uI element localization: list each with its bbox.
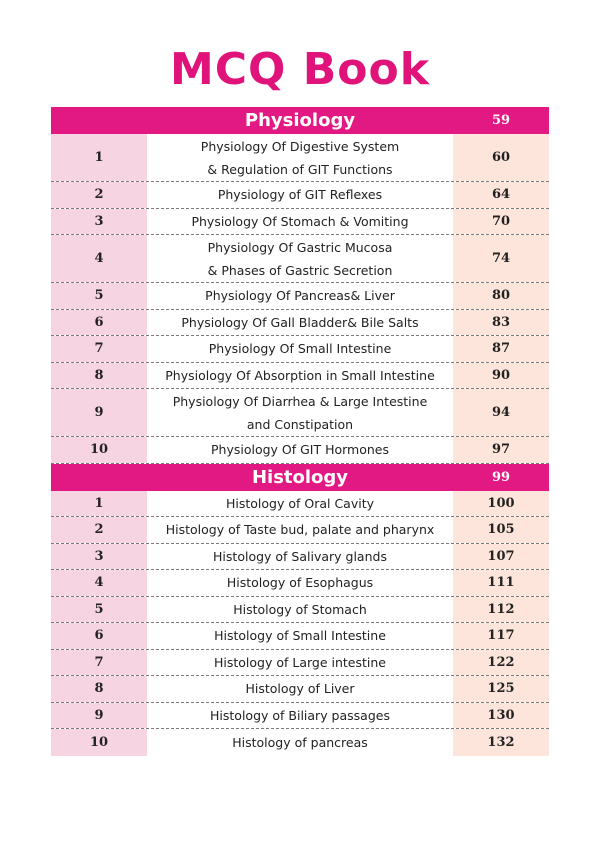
chapter-number: 6 [51, 310, 147, 336]
chapter-page-number: 80 [453, 283, 549, 309]
chapter-title-line: Histology of Large intestine [213, 654, 386, 670]
chapter-title-line: & Regulation of GIT Functions [207, 161, 393, 177]
toc-row[interactable] [51, 437, 549, 464]
table-of-contents [51, 107, 549, 756]
chapter-title [147, 182, 453, 208]
chapter-page-number: 117 [453, 623, 549, 649]
chapter-title-line: Histology of Liver [245, 681, 355, 697]
chapter-title-line: Histology of Biliary passages [210, 707, 390, 723]
chapter-title-line: Histology of Oral Cavity [225, 495, 375, 511]
chapter-title-line: Physiology Of Gall Bladder& Bile Salts [181, 314, 419, 330]
chapter-number: 4 [51, 235, 147, 282]
section-page-number: 59 [491, 113, 511, 128]
chapter-title [147, 623, 453, 649]
chapter-number: 7 [51, 650, 147, 676]
section-title: Physiology [244, 110, 356, 131]
chapter-page-number: 64 [453, 182, 549, 208]
chapter-title [147, 597, 453, 623]
chapter-number: 3 [51, 209, 147, 235]
chapter-title [147, 544, 453, 570]
chapter-page-number: 122 [453, 650, 549, 676]
chapter-title-line: Physiology of GIT Reflexes [217, 187, 383, 203]
chapter-title [147, 676, 453, 702]
chapter-title [147, 283, 453, 309]
chapter-title [147, 389, 453, 436]
chapter-page-number: 83 [453, 310, 549, 336]
chapter-page-number: 70 [453, 209, 549, 235]
chapter-page-number: 60 [453, 134, 549, 181]
toc-row[interactable] [51, 389, 549, 437]
section-header-histology [51, 464, 549, 491]
chapter-page-number: 111 [453, 570, 549, 596]
toc-row[interactable] [51, 283, 549, 310]
chapter-page-number: 130 [453, 703, 549, 729]
chapter-number: 9 [51, 703, 147, 729]
toc-row[interactable] [51, 336, 549, 363]
chapter-title-line: Physiology Of Diarrhea & Large Intestine [172, 393, 428, 409]
chapter-title [147, 570, 453, 596]
page-title: MCQ Book [169, 44, 431, 95]
chapter-title [147, 491, 453, 517]
toc-row[interactable] [51, 235, 549, 283]
chapter-title-line: Histology of pancreas [232, 734, 368, 750]
toc-row[interactable] [51, 491, 549, 518]
chapter-number: 2 [51, 182, 147, 208]
chapter-page-number: 125 [453, 676, 549, 702]
chapter-page-number: 97 [453, 437, 549, 463]
chapter-title [147, 209, 453, 235]
chapter-title [147, 650, 453, 676]
chapter-page-number: 94 [453, 389, 549, 436]
chapter-number: 5 [51, 283, 147, 309]
toc-row[interactable] [51, 544, 549, 571]
chapter-title [147, 134, 453, 181]
chapter-number: 7 [51, 336, 147, 362]
chapter-page-number: 112 [453, 597, 549, 623]
chapter-number: 5 [51, 597, 147, 623]
chapter-title-line: Histology of Small Intestine [214, 628, 386, 644]
chapter-title [147, 310, 453, 336]
chapter-title-line: Histology of Salivary glands [213, 548, 387, 564]
chapter-page-number: 74 [453, 235, 549, 282]
chapter-number: 10 [51, 437, 147, 463]
chapter-number: 6 [51, 623, 147, 649]
toc-row[interactable] [51, 703, 549, 730]
chapter-number: 3 [51, 544, 147, 570]
chapter-number: 1 [51, 491, 147, 517]
toc-row[interactable] [51, 517, 549, 544]
toc-row[interactable] [51, 363, 549, 390]
toc-row[interactable] [51, 623, 549, 650]
toc-row[interactable] [51, 310, 549, 337]
chapter-title [147, 363, 453, 389]
chapter-title-line: Histology of Taste bud, palate and pharynx [165, 522, 435, 538]
chapter-number: 4 [51, 570, 147, 596]
chapter-title-line: Physiology Of Digestive System [200, 138, 400, 154]
chapter-title-line: Histology of Esophagus [226, 575, 374, 591]
chapter-page-number: 107 [453, 544, 549, 570]
chapter-title-line: Physiology Of Small Intestine [208, 341, 392, 357]
toc-row[interactable] [51, 729, 549, 756]
chapter-number: 2 [51, 517, 147, 543]
chapter-title-line: Histology of Stomach [233, 601, 367, 617]
chapter-page-number: 132 [453, 729, 549, 756]
section-header-physiology [51, 107, 549, 134]
chapter-page-number: 100 [453, 491, 549, 517]
chapter-title-line: Physiology Of GIT Hormones [210, 442, 390, 458]
toc-row[interactable] [51, 597, 549, 624]
toc-row[interactable] [51, 182, 549, 209]
chapter-number: 9 [51, 389, 147, 436]
toc-row[interactable] [51, 650, 549, 677]
chapter-number: 10 [51, 729, 147, 756]
chapter-title [147, 703, 453, 729]
chapter-page-number: 105 [453, 517, 549, 543]
section-page-number: 99 [491, 469, 511, 485]
chapter-page-number: 90 [453, 363, 549, 389]
toc-row[interactable] [51, 134, 549, 182]
chapter-title [147, 437, 453, 463]
section-title: Histology [251, 466, 349, 488]
chapter-title [147, 729, 453, 756]
chapter-title [147, 235, 453, 282]
chapter-title-line: Physiology Of Stomach & Vomiting [191, 213, 409, 229]
chapter-title-line: Physiology Of Pancreas& Liver [205, 288, 395, 304]
toc-row[interactable] [51, 570, 549, 597]
chapter-number: 8 [51, 363, 147, 389]
chapter-title-line: Physiology Of Absorption in Small Intestine [165, 367, 435, 383]
chapter-number: 1 [51, 134, 147, 181]
chapter-number: 8 [51, 676, 147, 702]
chapter-title [147, 336, 453, 362]
chapter-title-line: and Constipation [246, 416, 354, 432]
chapter-title [147, 517, 453, 543]
toc-row[interactable] [51, 209, 549, 236]
chapter-page-number: 87 [453, 336, 549, 362]
chapter-title-line: & Phases of Gastric Secretion [207, 262, 393, 278]
chapter-title-line: Physiology Of Gastric Mucosa [207, 239, 393, 255]
toc-row[interactable] [51, 676, 549, 703]
